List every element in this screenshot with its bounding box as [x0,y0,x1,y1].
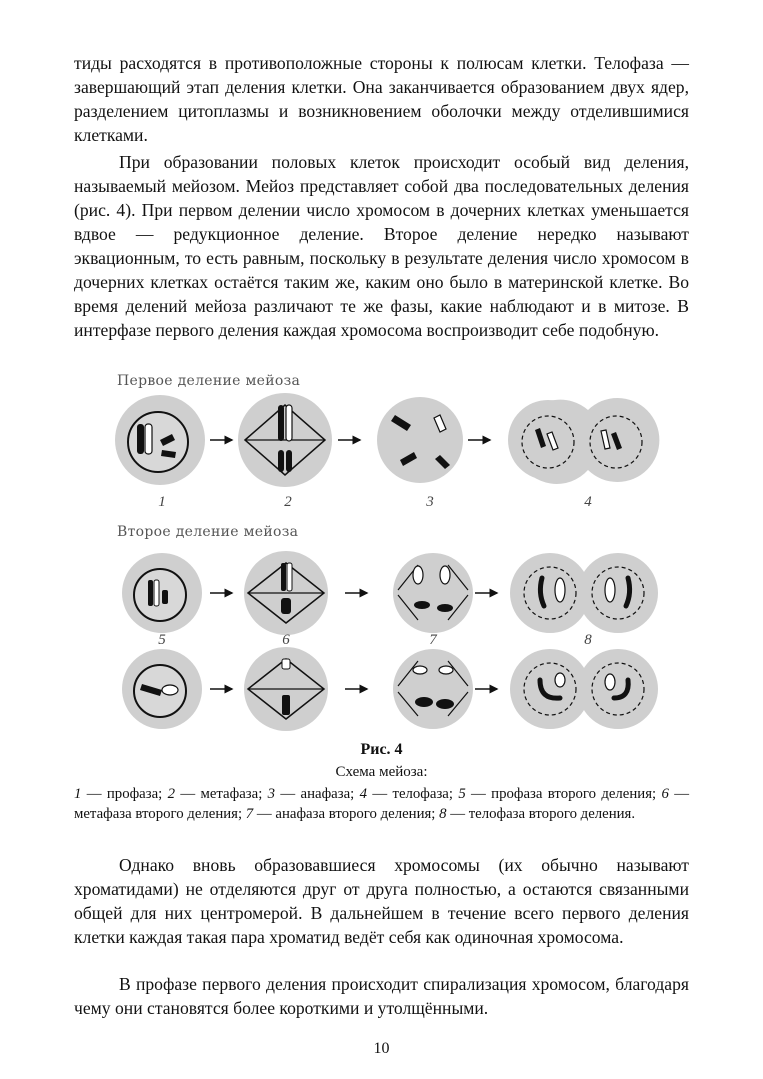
cell-metaphase-2b [244,647,328,731]
legend-text: — анафаза второго деления; [253,806,440,822]
legend-number: 2 [167,786,176,802]
legend-number: 1 [74,786,82,802]
cell-metaphase-1 [238,393,332,487]
cell-prophase-2b [122,649,202,729]
legend-text: — профаза; [81,786,168,802]
paragraph-4: В профазе первого деления происходит спирализация хромосом, благодаря чему они становятся более короткими и утолщёнными. [74,974,689,1018]
fig-number-4: 4 [584,494,592,510]
figure-title: Рис. 4 [360,741,403,758]
figure-legend [74,784,689,824]
legend-number: 3 [267,786,276,802]
cell-metaphase-2a [244,551,328,635]
legend-text: — метафаза второго деления; [74,786,690,822]
paragraph-2: При образовании половых клеток происходит особый вид деления, называемый мейозом. Мейоз представляет собой два последовательных деления (рис. 4). При первом делении число хромосом в дочерних клетках уменьшается вдвое — редукционное деление. Второе деление нередко называют эквационным, то есть равным, поскольку в результате деления число хромосом в дочерних клетках остаётся таким же, каким оно было в материнской клетке. Во время делений мейоза различают те же фазы, какие наблюдают и в митозе. В интерфазе первого деления каждая хромосома воспроизводит себе подобную. [74,152,689,340]
legend-number: 6 [661,786,669,802]
legend-text: — профаза второго деления; [465,786,662,802]
second-division-label: Второе деление мейоза [117,524,299,540]
first-division-label: Первое деление мейоза [117,373,301,389]
fig-number-7: 7 [429,632,437,648]
fig-number-1: 1 [158,494,166,510]
legend-number: 5 [458,786,466,802]
cell-prophase-1 [115,395,205,485]
legend-text: — телофаза; [367,786,459,802]
cell-anaphase-2b [393,649,473,729]
cell-prophase-2a [122,553,202,633]
fig-number-2: 2 [284,494,292,510]
paragraph-3: Однако вновь образовавшиеся хромосомы (их обычно называют хроматидами) не отделяются друг от друга полностью, а остаются связанными общей для них центромерой. В дальнейшем в течение всего первого деления клетки каждая такая пара хроматид ведёт себя как одиночная хромосома. [74,855,689,947]
fig-number-8: 8 [584,632,592,648]
cell-anaphase-2a [393,553,473,633]
legend-text: — метафаза; [175,786,268,802]
figure-subtitle: Схема мейоза: [335,764,428,780]
legend-text: — анафаза; [275,786,360,802]
cell-telophase-1 [508,398,659,484]
paragraph-1: тиды расходятся в противоположные стороны к полюсам клетки. Телофаза — завершающий этап деления клетки. Она заканчивается образованием двух ядер, разделением цитоплазмы и возникновением оболочки между отделившимися клетками. [74,53,689,145]
legend-text: — телофаза второго деления. [446,806,636,822]
legend-number: 7 [245,806,254,822]
legend-number: 4 [359,786,368,802]
cell-telophase-2b [510,649,658,729]
fig-number-6: 6 [282,632,290,648]
legend-number: 8 [439,806,447,822]
cell-telophase-2a [510,553,658,633]
page-number: 10 [373,1040,390,1057]
fig-number-3: 3 [426,494,434,510]
fig-number-5: 5 [158,632,166,648]
cell-anaphase-1 [377,397,463,483]
